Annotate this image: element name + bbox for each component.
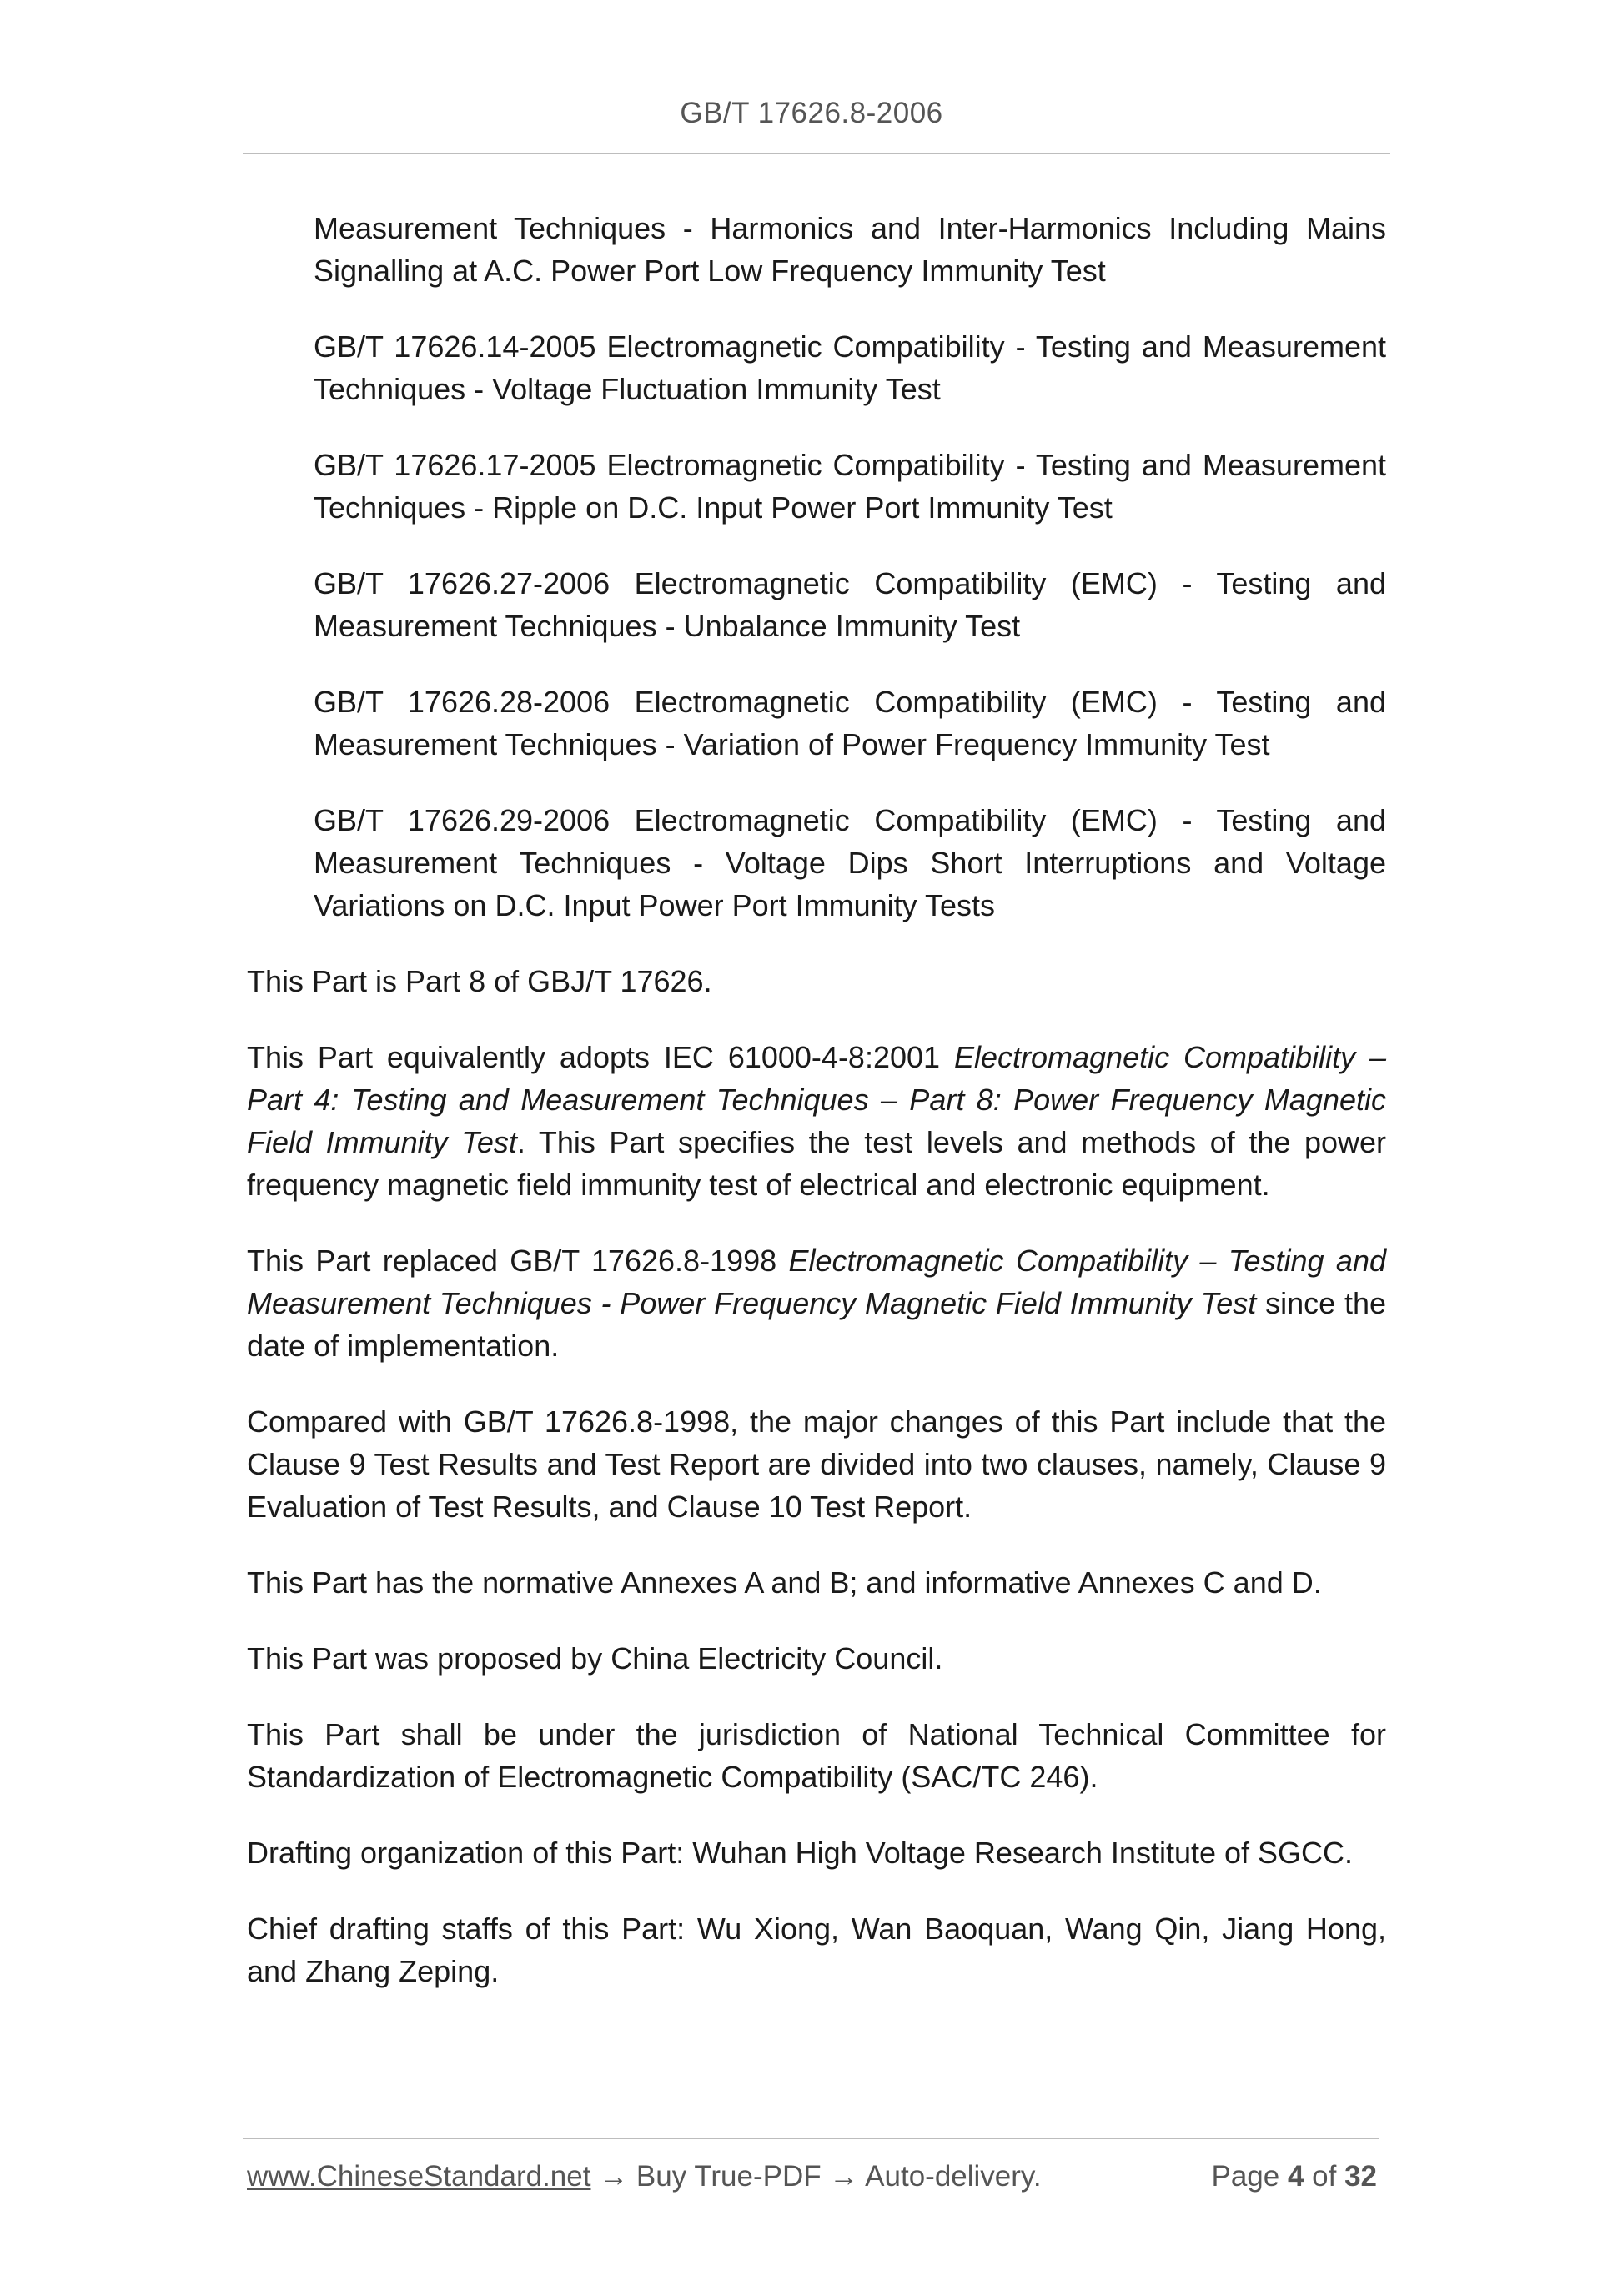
paragraph-part-of: This Part is Part 8 of GBJ/T 17626. [247,964,712,998]
paragraph-jurisdiction: This Part shall be under the jurisdiction of National Technical Committee for Standardization of Electromagnetic Compatibility (SAC/TC 246). [247,1717,1386,1794]
reference-item: Measurement Techniques - Harmonics and Inter-Harmonics Including Mains Signalling at A.C. Power Port Low Frequency Immunity Test [314,211,1386,288]
header-divider [243,153,1390,154]
reference-item: GB/T 17626.28-2006 Electromagnetic Compatibility (EMC) - Testing and Measurement Techniques - Variation of Power Frequency Immunity Test [314,685,1386,761]
header-standard-number: GB/T 17626.8-2006 [680,97,943,129]
paragraph-proposed: This Part was proposed by China Electricity Council. [247,1641,943,1676]
paragraph-adopts [247,1036,1386,1206]
footer-tagline: → Buy True-PDF → Auto-delivery. [590,2160,1042,2193]
page-indicator [1211,2160,1377,2193]
replaced-text-post: since the date of implementation. [247,1286,1387,1363]
reference-item: GB/T 17626.27-2006 Electromagnetic Compatibility (EMC) - Testing and Measurement Techniques - Unbalance Immunity Test [314,566,1386,643]
paragraph-drafting-staff: Chief drafting staffs of this Part: Wu Xiong, Wan Baoquan, Wang Qin, Jiang Hong, and Zhang Zeping. [247,1912,1386,1988]
paragraph-replaced [247,1239,1386,1367]
reference-item: GB/T 17626.17-2005 Electromagnetic Compatibility - Testing and Measurement Techniques - Ripple on D.C. Input Power Port Immunity Test [314,448,1386,525]
paragraph-annexes: This Part has the normative Annexes A and B; and informative Annexes C and D. [247,1565,1322,1600]
footer-promo [247,2160,1042,2193]
current-page-number: 4 [1287,2160,1304,2193]
replaced-standard-title: Electromagnetic Compatibility – Testing and Measurement Techniques - Power Frequency Magnetic Field Immunity Test [247,1243,1386,1320]
replaced-text-pre: This Part replaced GB/T 17626.8-1998 [247,1243,789,1278]
total-pages-number: 32 [1344,2160,1377,2193]
reference-item: GB/T 17626.14-2005 Electromagnetic Compatibility - Testing and Measurement Techniques - Voltage Fluctuation Immunity Test [314,329,1386,406]
of-label: of [1304,2160,1345,2193]
page-label: Page [1211,2160,1288,2193]
footer-divider [243,2138,1379,2139]
page-footer [247,2160,1377,2193]
document-body [247,207,1386,2026]
adopts-text-post: . This Part specifies the test levels and methods of the power frequency magnetic field immunity test of electrical and electronic equipment. [247,1125,1386,1202]
adopts-standard-title: Electromagnetic Compatibility – Part 4: Testing and Measurement Techniques – Part 8: Power Frequency Magnetic Field Immunity Test [247,1040,1387,1159]
paragraph-compared: Compared with GB/T 17626.8-1998, the major changes of this Part include that the Clause 9 Test Results and Test Report are divided into two clauses, namely, Clause 9 Evaluation of Test Results, and Clause 10 Test Report. [247,1404,1386,1524]
reference-item: GB/T 17626.29-2006 Electromagnetic Compatibility (EMC) - Testing and Measurement Techniques - Voltage Dips Short Interruptions and Voltage Variations on D.C. Input Power Port Immunity Tests [314,803,1386,922]
adopts-text-pre: This Part equivalently adopts IEC 61000-4-8:2001 [247,1040,954,1074]
paragraph-drafting-organization: Drafting organization of this Part: Wuhan High Voltage Research Institute of SGCC. [247,1836,1354,1870]
website-link[interactable]: www.ChineseStandard.net [247,2160,591,2193]
